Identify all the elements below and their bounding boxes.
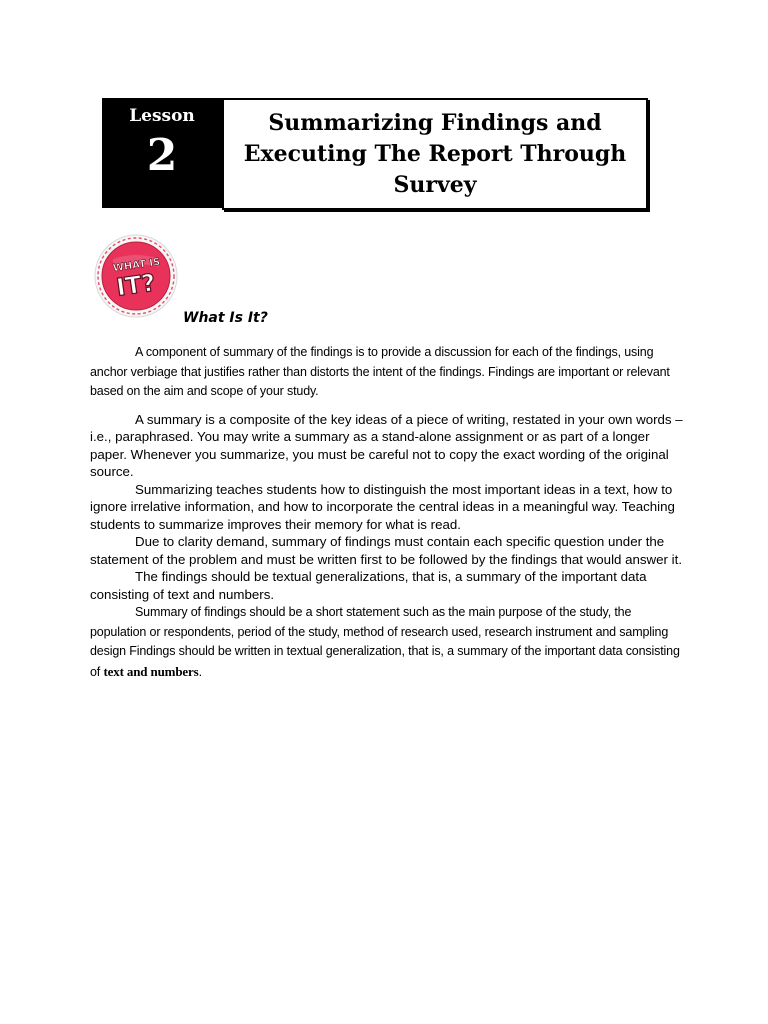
- paragraph-5: The findings should be textual generalizations, that is, a summary of the important data consisting of text and numbers.: [90, 569, 647, 602]
- paragraph-6-end: .: [198, 664, 202, 679]
- what-is-it-badge-icon: [93, 233, 179, 319]
- badge-line1: WHAT IS: [112, 256, 161, 275]
- lesson-label: Lesson: [129, 106, 195, 126]
- paragraph-1: A component of summary of the findings is to provide a discussion for each of the findings, using anchor verbiage that justifies rather than distorts the intent of the findings. Findings are important or relevant based on the aim and scope of your study.: [90, 345, 670, 398]
- paragraph-6-emphasis: text and numbers: [103, 663, 199, 679]
- badge-line2: IT?: [114, 268, 158, 302]
- paragraph-3: Summarizing teaches students how to distinguish the most important ideas in a text, how to ignore irrelative information, and how to incorporate the central ideas in a meaningful way. Teaching students to summarize improves their memory for what is read.: [90, 481, 675, 532]
- lesson-title: Summarizing Findings and Executing The Report Through Survey: [243, 109, 627, 198]
- paragraph-2: A summary is a composite of the key ideas of a piece of writing, restated in your own words – i.e., paraphrased. You may write a summary as a stand-alone assignment or as part of a longer paper. Whenever you summarize, you must be careful not to copy the exact wording of the original source.: [90, 411, 683, 479]
- lesson-number: 2: [146, 130, 178, 181]
- section-heading: What Is It?: [183, 310, 268, 326]
- lesson-label-box: [102, 98, 222, 208]
- paragraph-4: Due to clarity demand, summary of findings must contain each specific question under the statement of the problem and must be written first to be followed by the findings that would answer it.: [90, 534, 683, 567]
- paragraph-6-text: Summary of findings should be a short statement such as the main purpose of the study, the population or respondents, period of the study, method of research used, research instrument and sampling design Findings should be written in textual generalization, that is, a summary of the important data consisting of: [90, 605, 680, 679]
- lesson-title-box: [222, 98, 648, 210]
- paragraph-6: [90, 603, 686, 682]
- body-text: [90, 343, 686, 682]
